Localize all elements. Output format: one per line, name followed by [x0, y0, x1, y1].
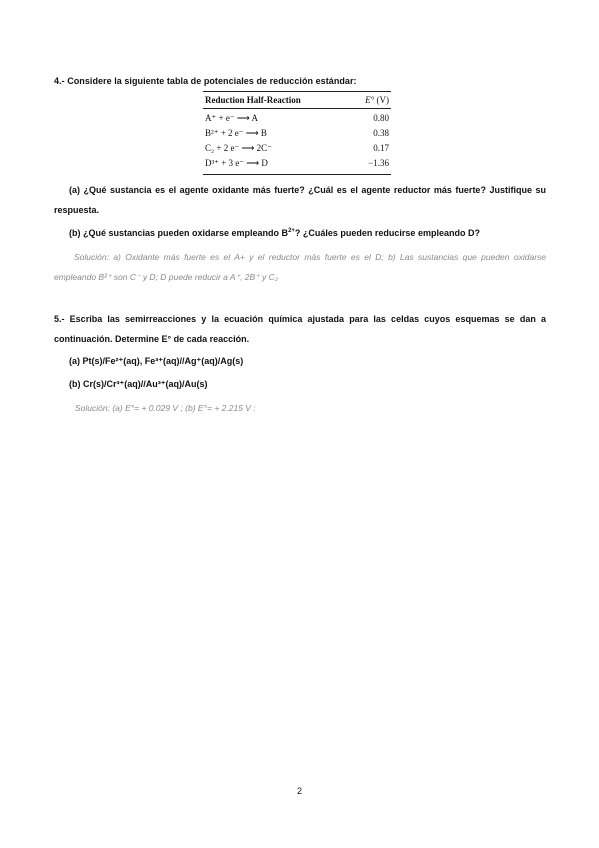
question-4b-text-end: ? ¿Cuáles pueden reducirse empleando D?	[294, 228, 480, 238]
table-header-potential-unit: (V)	[374, 95, 389, 105]
question-4a	[54, 180, 546, 220]
question-5b: (b) Cr(s)/Cr³⁺(aq)//Au³⁺(aq)/Au(s)	[69, 379, 208, 389]
question-4b-superscript: 2+	[288, 228, 295, 234]
question-4a-text: (a) ¿Qué sustancia es el agente oxidante más fuerte? ¿Cuál es el agente reductor más fuerte? Justifique su respuesta.	[54, 185, 546, 215]
question-4b	[69, 228, 480, 238]
solution-4	[54, 247, 546, 287]
table-row	[203, 113, 391, 127]
table-cell-potential: 0.17	[373, 143, 389, 153]
page-number: 2	[296, 786, 302, 796]
table-row	[203, 128, 391, 142]
table-cell-potential: −1.36	[368, 158, 389, 168]
table-top-rule	[203, 91, 391, 92]
table-cell-reaction: A⁺ + e⁻ ⟶ A	[205, 113, 258, 123]
solution-5: Solución: (a) E°= + 0.029 V ; (b) E°= + 2.215 V :	[75, 403, 256, 413]
table-cell-reaction: D³⁺ + 3 e⁻ ⟶ D	[205, 158, 268, 168]
table-header-potential-symbol: E°	[365, 95, 375, 105]
table-cell-reaction: B²⁺ + 2 e⁻ ⟶ B	[205, 128, 267, 138]
table-row	[203, 158, 391, 172]
table-header-rule	[203, 108, 391, 109]
question-5a: (a) Pt(s)/Fe²⁺(aq), Fe³⁺(aq)//Ag⁺(aq)/Ag(s)	[69, 356, 244, 366]
table-bottom-rule	[203, 174, 391, 175]
table-cell-reaction: C₂ + 2 e⁻ ⟶ 2C⁻	[205, 143, 272, 153]
solution-4-text: Solución: a) Oxidante más fuerte es el A+ y el reductor más fuerte es el D; b) Las sustancias que pueden oxidarse empleando B²⁺ son C⁻ y D; D puede reducir a A⁺, 2B⁺ y C₂	[54, 252, 546, 282]
question-5: 5.- Escriba las semirreacciones y la ecuación química ajustada para las celdas cuyos esquemas se dan a continuación. Determine E° de cada reacción.	[54, 314, 546, 344]
table-row	[203, 143, 391, 157]
question-4b-text-start: (b) ¿Qué sustancias pueden oxidarse empleando B	[69, 228, 289, 238]
table-header-reaction: Reduction Half-Reaction	[205, 95, 301, 105]
table-cell-potential: 0.38	[373, 128, 389, 138]
table-header-potential	[365, 95, 389, 105]
question-4-heading: 4.- Considere la siguiente tabla de potenciales de reducción estándar:	[54, 76, 357, 86]
table-cell-potential: 0.80	[373, 113, 389, 123]
